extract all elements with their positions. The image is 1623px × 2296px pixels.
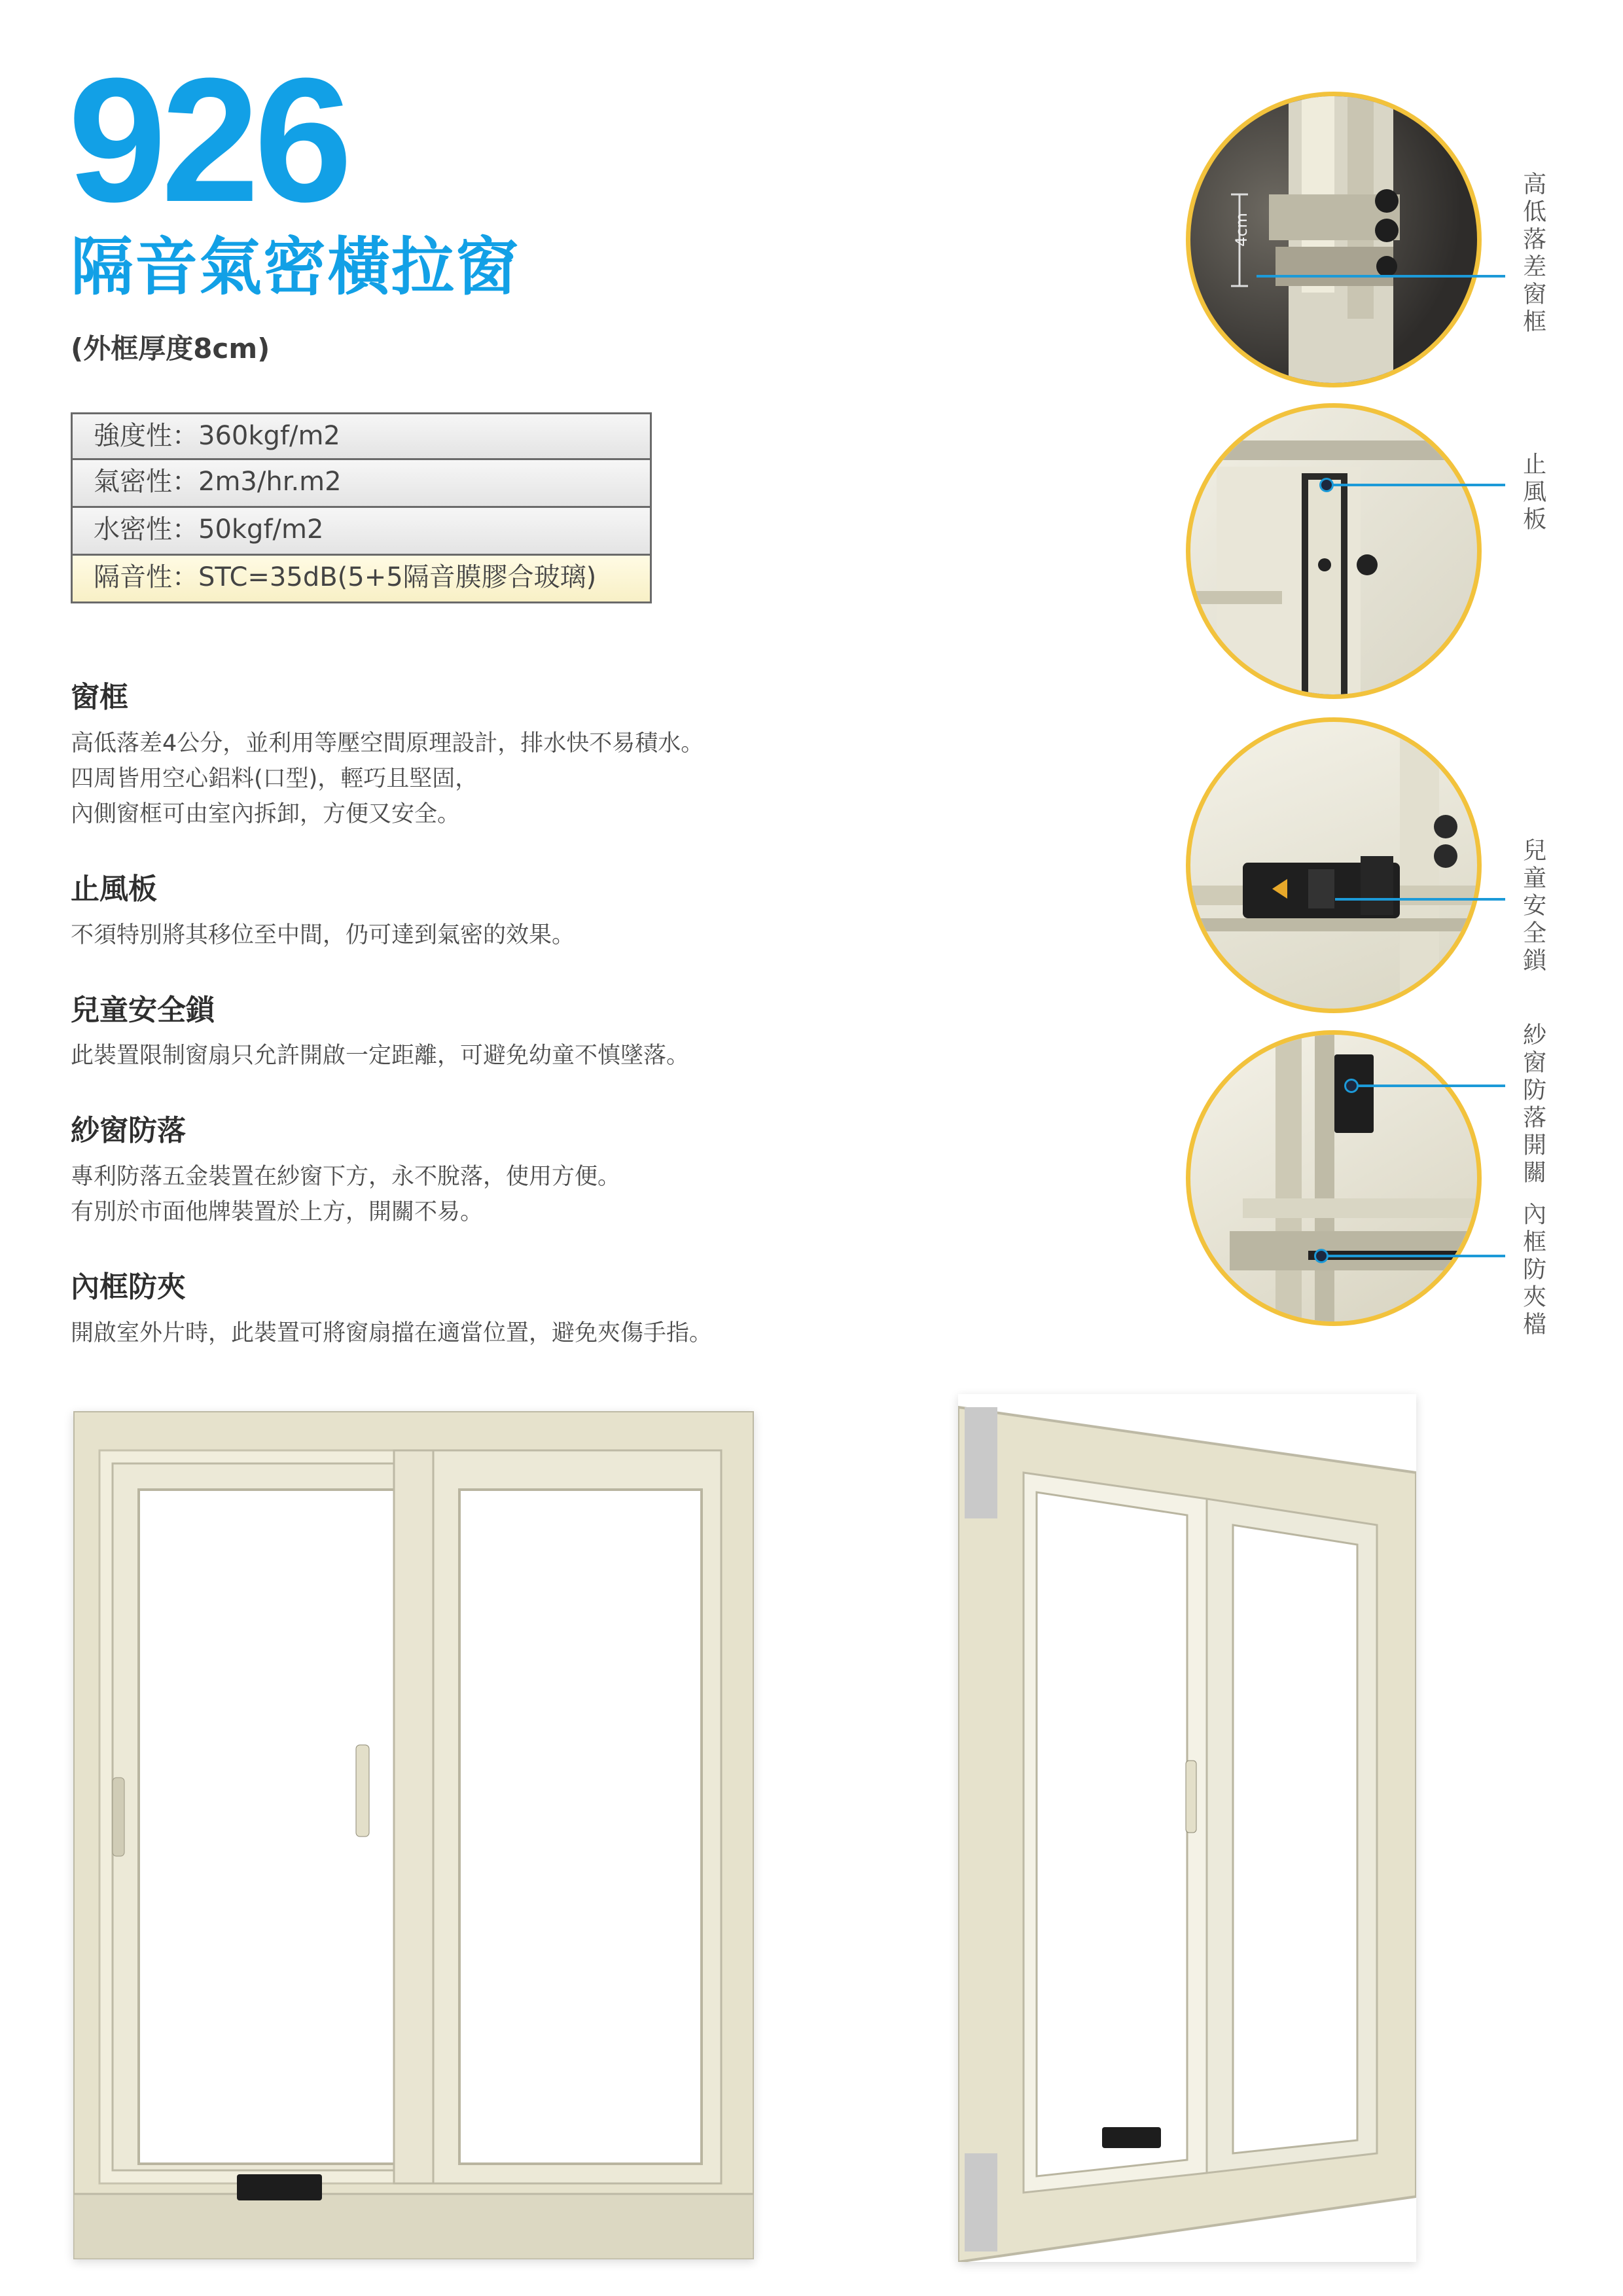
feature-screen-fall-prevention <box>71 1114 889 1230</box>
detail-screen-switch-image <box>1186 1030 1482 1326</box>
spec-watertightness: 水密性：50kgf/m2 <box>71 508 652 556</box>
feature-wind-stopper <box>71 872 889 953</box>
child-lock-illustration <box>1190 722 1482 1013</box>
feature-title: 窗框 <box>71 681 128 714</box>
screen-switch-illustration <box>1190 1035 1482 1326</box>
leader-line <box>1332 484 1505 486</box>
feature-text: 開啟室外片時，此裝置可將窗扇擋在適當位置，避免夾傷手指。 <box>71 1319 713 1346</box>
label-child-safety-lock: 兒童安全鎖 <box>1519 838 1546 975</box>
leader-line <box>1257 275 1505 278</box>
feature-title: 紗窗防落 <box>71 1114 186 1148</box>
feature-title: 內框防夾 <box>71 1270 186 1304</box>
window-front-view-image <box>73 1411 754 2259</box>
spec-sound-insulation: 隔音性：STC=35dB(5+5隔音膜膠合玻璃) <box>71 556 652 603</box>
spec-strength: 強度性：360kgf/m2 <box>71 412 652 460</box>
dimension-label: 4cm <box>1232 213 1251 247</box>
callout-dot <box>1344 1079 1359 1093</box>
feature-list <box>71 681 889 1391</box>
label-screen-fall-switch: 紗窗防落開關 <box>1519 1022 1546 1187</box>
callout-dot <box>1319 478 1334 492</box>
feature-text: 四周皆用空心鋁料(口型)，輕巧且堅固， <box>71 765 478 792</box>
feature-child-lock <box>71 994 889 1074</box>
leader-line <box>1335 898 1505 901</box>
feature-text: 內側窗框可由室內拆卸，方便又安全。 <box>71 800 461 827</box>
spec-table <box>71 412 652 603</box>
detail-frame-profile-image <box>1186 92 1482 387</box>
feature-text: 此裝置限制窗扇只允許開啟一定距離，可避免幼童不慎墜落。 <box>71 1043 690 1069</box>
feature-title: 止風板 <box>71 872 157 906</box>
spec-airtightness: 氣密性：2m3/hr.m2 <box>71 460 652 508</box>
wind-stopper-illustration <box>1190 408 1482 699</box>
detail-child-lock-image <box>1186 717 1482 1013</box>
product-name: 隔音氣密橫拉窗 <box>71 230 520 304</box>
feature-title: 兒童安全鎖 <box>71 993 215 1027</box>
label-wind-stopper: 止風板 <box>1519 452 1546 534</box>
feature-frame <box>71 681 889 832</box>
feature-text: 不須特別將其移位至中間，仍可達到氣密的效果。 <box>71 922 575 948</box>
leader-line <box>1357 1085 1505 1087</box>
callout-dot <box>1314 1249 1329 1263</box>
window-angled-view-image <box>958 1394 1416 2262</box>
feature-anti-pinch <box>71 1270 889 1351</box>
frame-thickness: (外框厚度8cm) <box>71 332 270 365</box>
label-anti-pinch-stop: 內框防夾檔 <box>1519 1202 1546 1339</box>
detail-wind-stopper-image <box>1186 403 1482 699</box>
feature-text: 專利防落五金裝置在紗窗下方，永不脫落，使用方便。 <box>71 1164 621 1191</box>
label-frame-height-difference: 高低落差窗框 <box>1519 171 1546 336</box>
leader-line <box>1327 1255 1505 1257</box>
model-number: 926 <box>68 42 348 239</box>
feature-text: 高低落差4公分，並利用等壓空間原理設計，排水快不易積水。 <box>71 730 704 757</box>
feature-text: 有別於市面他牌裝置於上方，開關不易。 <box>71 1199 484 1226</box>
